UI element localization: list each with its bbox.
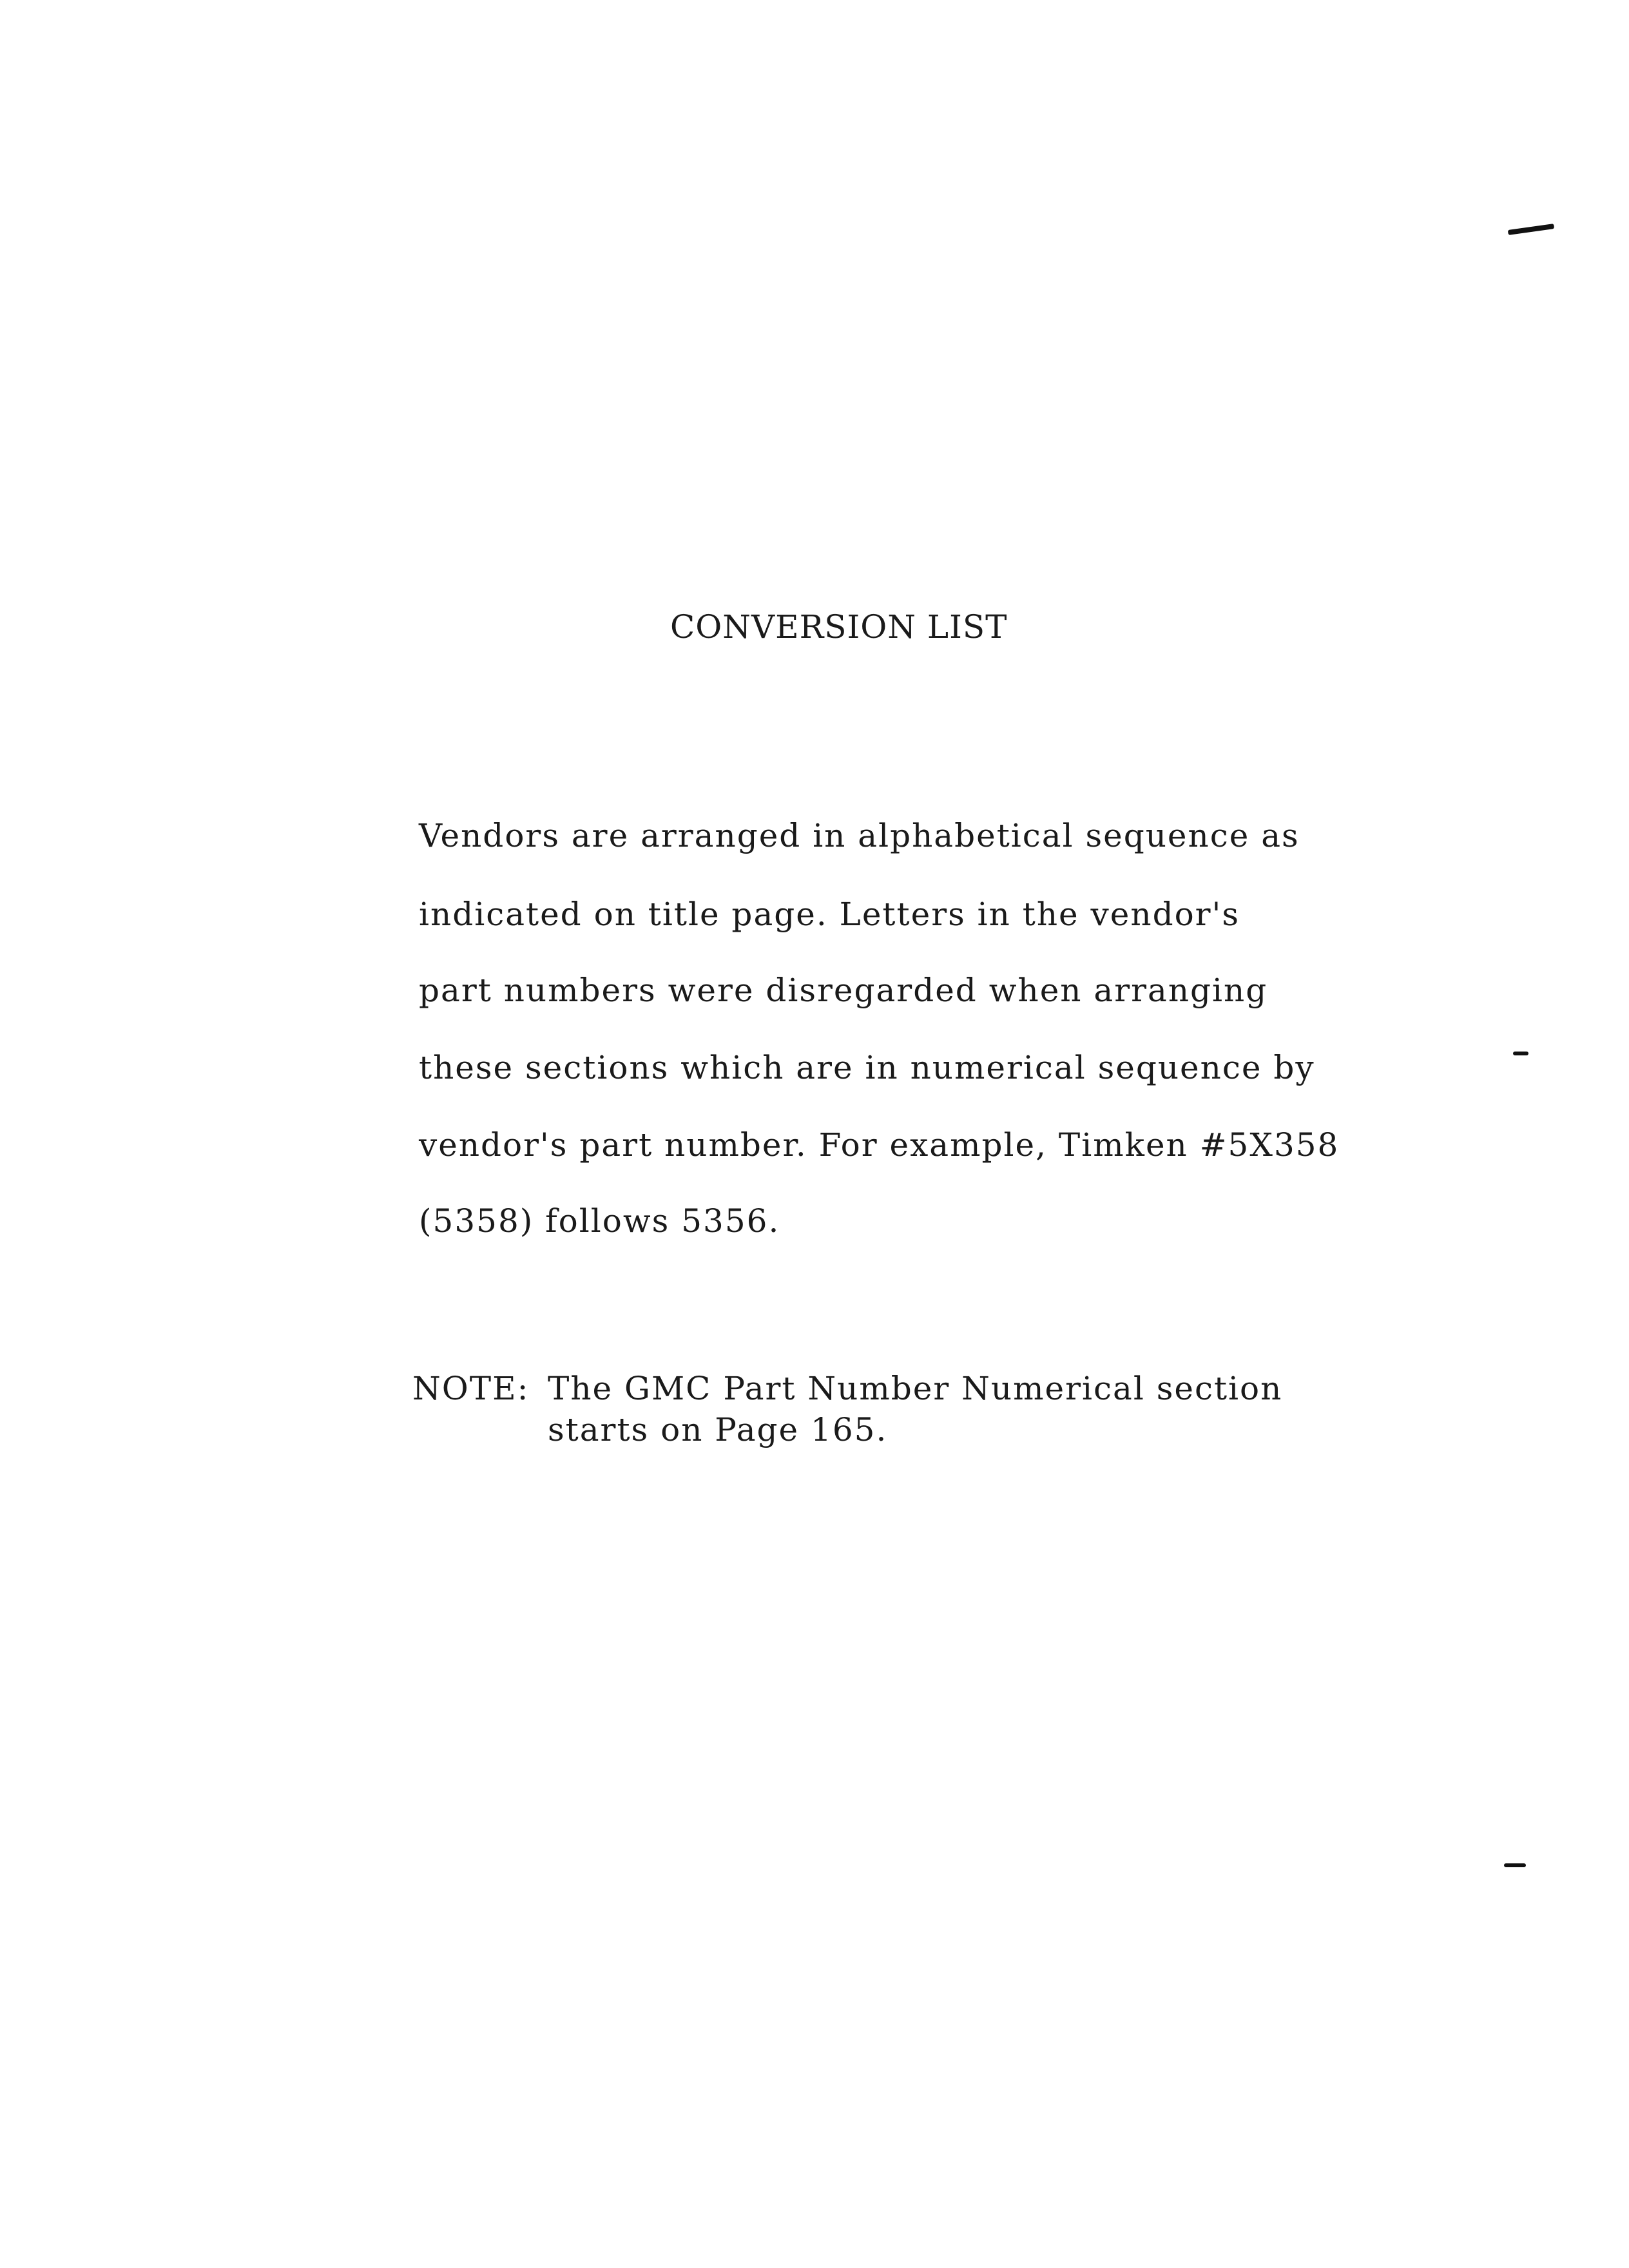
paragraph-line-5: vendor's part number. For example, Timken #5X358	[419, 1126, 1340, 1164]
scan-mark-top	[1508, 224, 1554, 235]
paragraph-line-1: Vendors are arranged in alphabetical sequence as	[419, 817, 1300, 854]
page-title: CONVERSION LIST	[670, 608, 1008, 646]
scan-mark-middle	[1513, 1052, 1528, 1055]
paragraph-line-2: indicated on title page. Letters in the vendor's	[419, 896, 1240, 933]
note-line-2: starts on Page 165.	[548, 1411, 888, 1448]
scan-mark-bottom	[1504, 1863, 1526, 1867]
note-line-1: The GMC Part Number Numerical section	[548, 1370, 1283, 1407]
paragraph-line-3: part numbers were disregarded when arranging	[419, 972, 1268, 1009]
paragraph-line-6: (5358) follows 5356.	[419, 1202, 780, 1240]
note-label: NOTE:	[412, 1370, 530, 1407]
paragraph-line-4: these sections which are in numerical sequence by	[419, 1049, 1315, 1086]
